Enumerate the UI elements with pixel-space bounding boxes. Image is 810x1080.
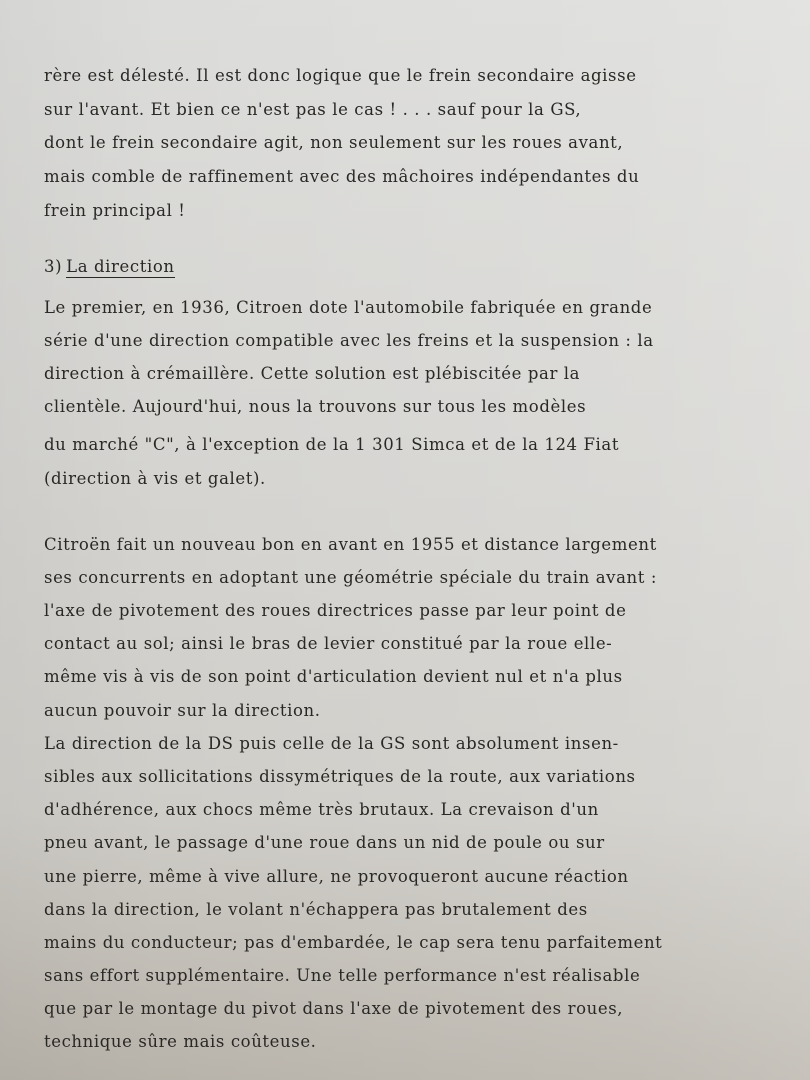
text-line: même vis à vis de son point d'articulation devient nul et n'a plus (44, 667, 623, 686)
text-line: série d'une direction compatible avec les freins et la suspension : la (44, 331, 654, 350)
text-line: d'adhérence, aux chocs même très brutaux. La crevaison d'un (44, 800, 599, 819)
text-line: (direction à vis et galet). (44, 469, 266, 488)
section-title: La direction (66, 257, 175, 276)
text-line: Le premier, en 1936, Citroen dote l'automobile fabriquée en grande (44, 298, 653, 317)
text-line: dont le frein secondaire agit, non seulement sur les roues avant, (44, 133, 624, 152)
text-line: sans effort supplémentaire. Une telle performance n'est réalisable (44, 966, 641, 985)
text-line: sibles aux sollicitations dissymétriques de la route, aux variations (44, 767, 636, 786)
text-line: dans la direction, le volant n'échappera pas brutalement des (44, 900, 588, 919)
text-line: contact au sol; ainsi le bras de levier constitué par la roue elle- (44, 634, 613, 653)
section-heading (44, 257, 175, 276)
text-line: que par le montage du pivot dans l'axe de pivotement des roues, (44, 999, 624, 1018)
text-line: une pierre, même à vive allure, ne provoqueront aucune réaction (44, 867, 629, 886)
text-line: clientèle. Aujourd'hui, nous la trouvons sur tous les modèles (44, 397, 587, 416)
text-line: mains du conducteur; pas d'embardée, le cap sera tenu parfaitement (44, 933, 663, 952)
text-line: frein principal ! (44, 201, 186, 220)
text-line: mais comble de raffinement avec des mâchoires indépendantes du (44, 167, 640, 186)
section-number: 3) (44, 257, 63, 276)
text-line: technique sûre mais coûteuse. (44, 1032, 317, 1051)
text-line: aucun pouvoir sur la direction. (44, 701, 321, 720)
text-line: du marché "C", à l'exception de la 1 301 Simca et de la 124 Fiat (44, 435, 620, 454)
text-line: Citroën fait un nouveau bon en avant en 1955 et distance largement (44, 535, 657, 554)
text-line: pneu avant, le passage d'une roue dans un nid de poule ou sur (44, 833, 605, 852)
text-line: La direction de la DS puis celle de la GS sont absolument insen- (44, 734, 619, 753)
text-line: direction à crémaillère. Cette solution est plébiscitée par la (44, 364, 581, 383)
text-line: rère est délesté. Il est donc logique que le frein secondaire agisse (44, 66, 637, 85)
text-line: ses concurrents en adoptant une géométrie spéciale du train avant : (44, 568, 657, 587)
text-line: l'axe de pivotement des roues directrices passe par leur point de (44, 601, 627, 620)
text-line: sur l'avant. Et bien ce n'est pas le cas ! . . . sauf pour la GS, (44, 100, 582, 119)
